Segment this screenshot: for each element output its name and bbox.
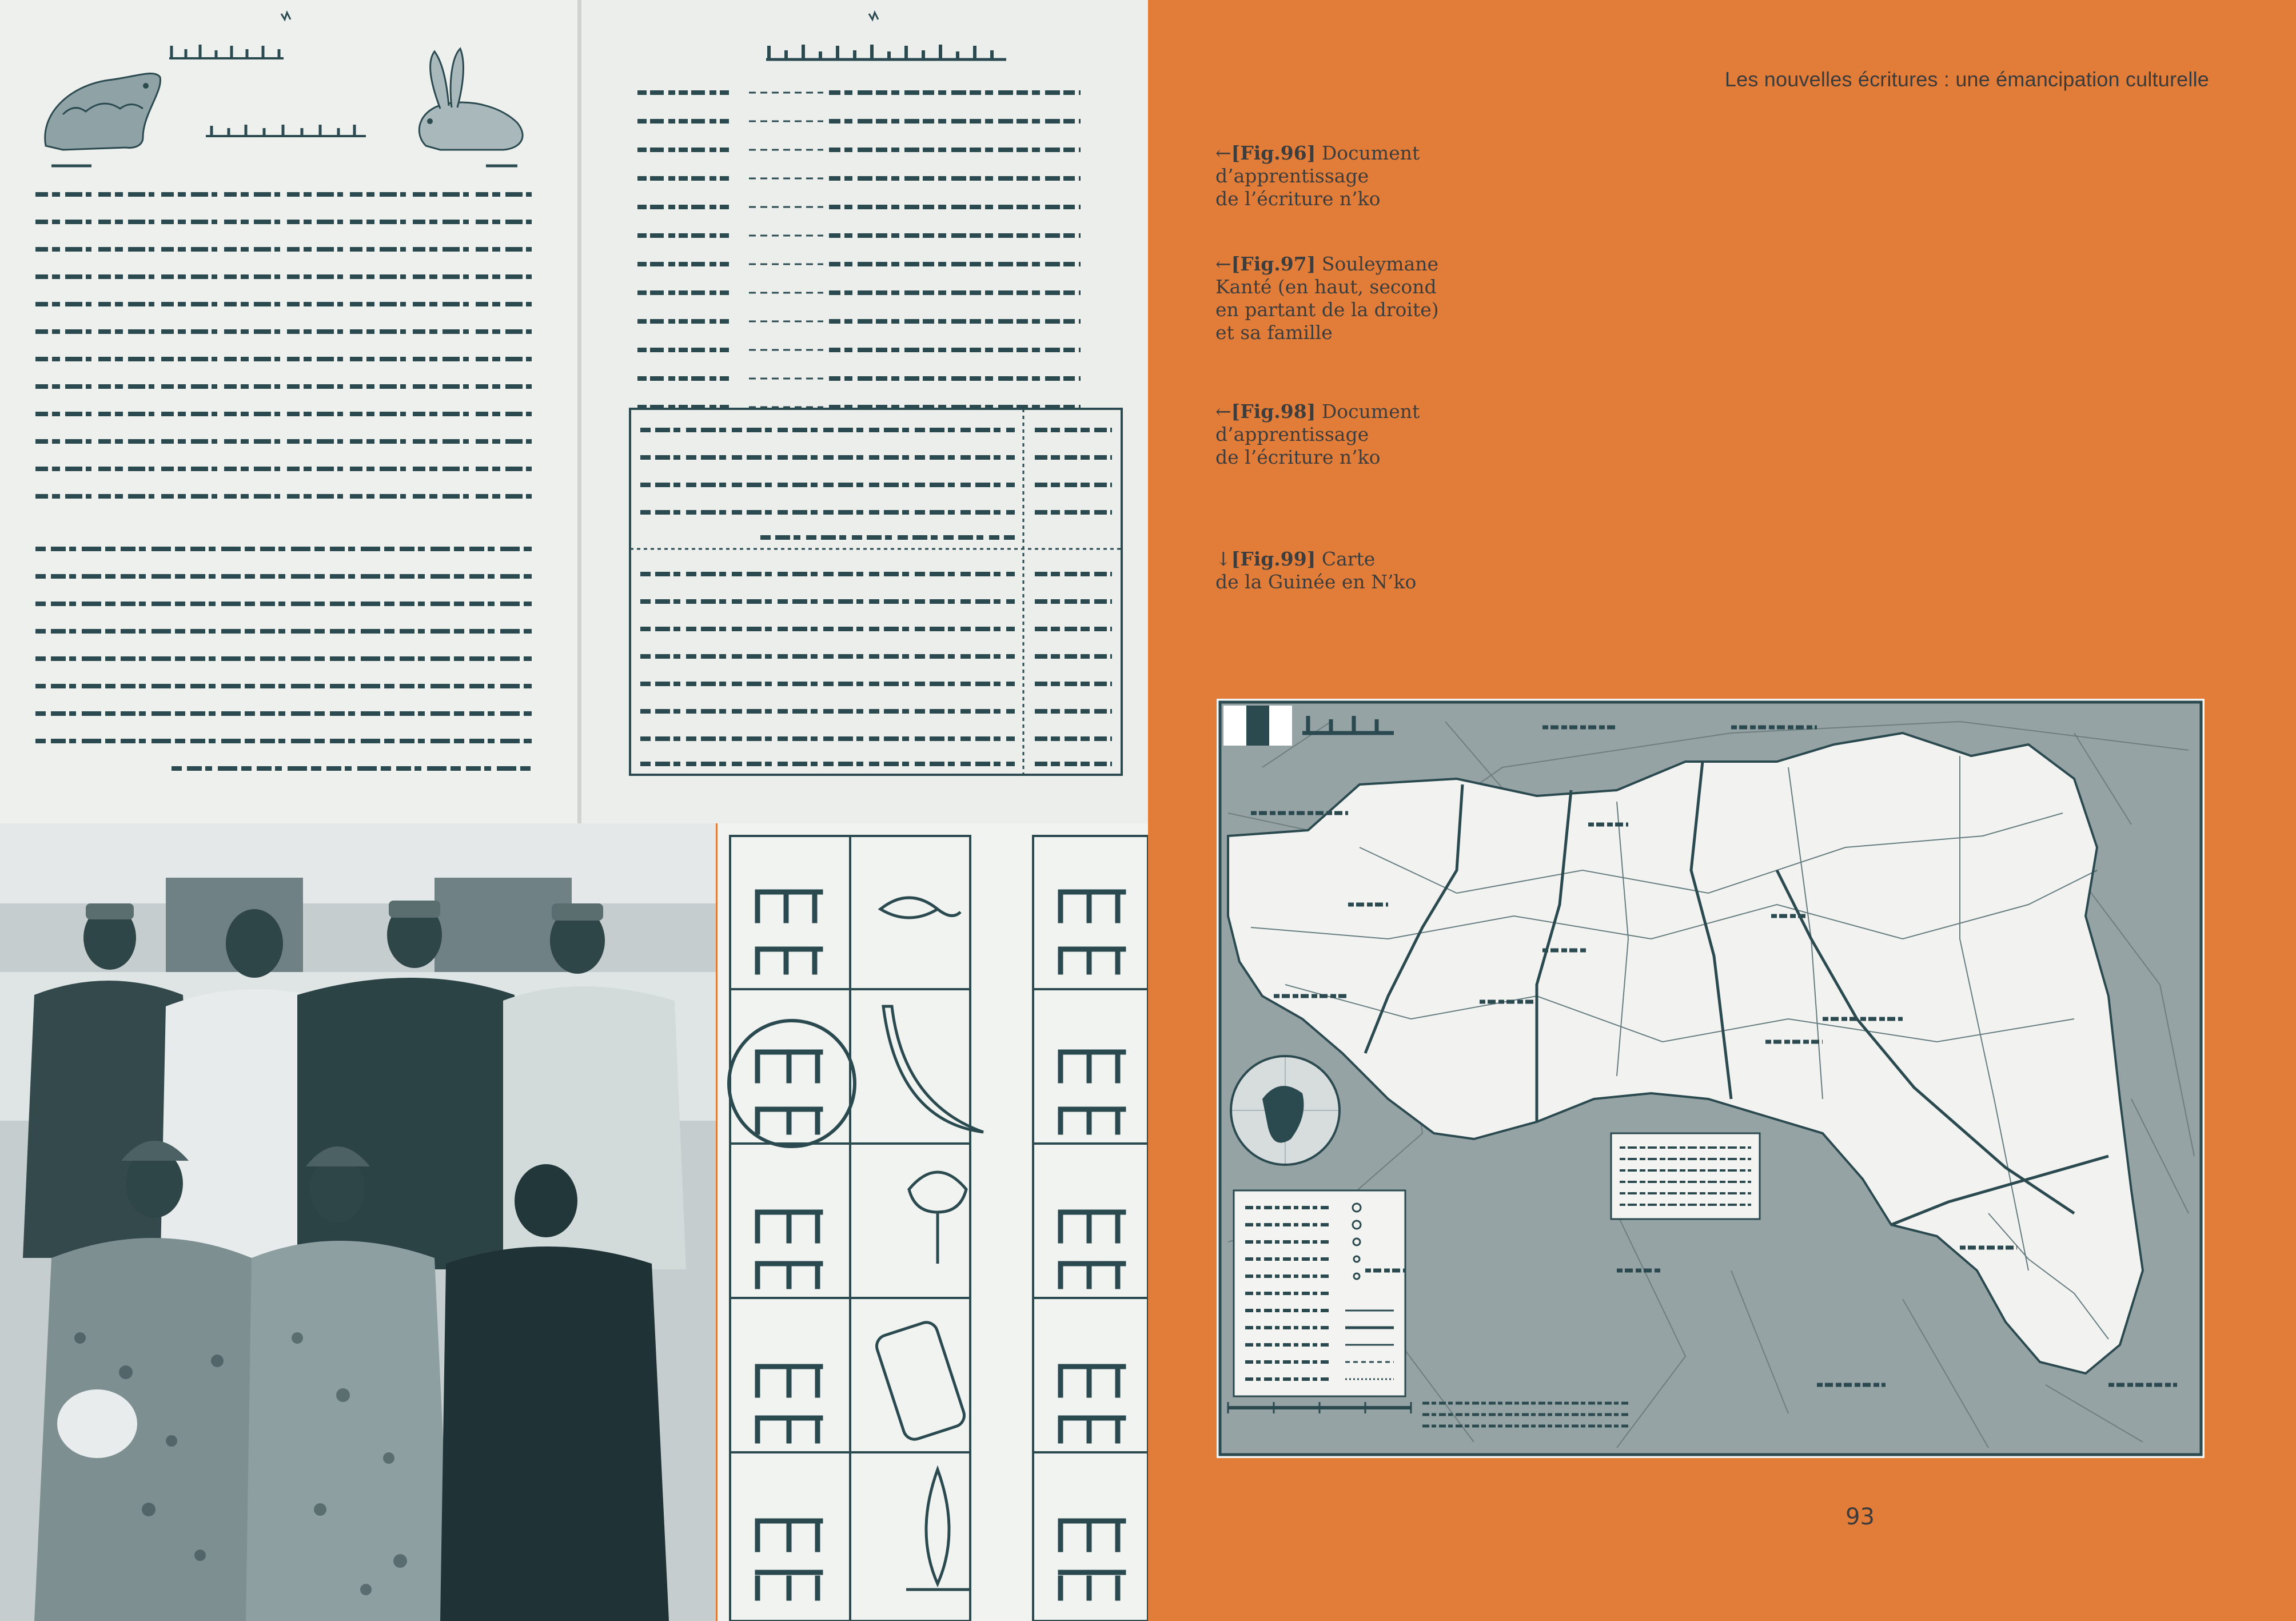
- caption-text-line: Kanté (en haut, second: [1215, 276, 1437, 298]
- caption-text-line: de l’écriture n’ko: [1215, 446, 1381, 468]
- family-photograph: [0, 823, 716, 1621]
- caption-arrow: ↓: [1215, 548, 1231, 570]
- globe-inset: [1231, 1056, 1340, 1165]
- map-notes-box: [1611, 1133, 1760, 1219]
- caption-text-line: en partant de la droite): [1215, 298, 1439, 321]
- nko-primer-page-right: [577, 0, 1148, 823]
- figure-number: [Fig.99]: [1231, 548, 1316, 570]
- running-title: Les nouvelles écritures : une émancipation culturelle: [1724, 67, 2209, 91]
- figure-number: [Fig.98]: [1231, 400, 1316, 423]
- caption-text-line: Document: [1321, 142, 1420, 164]
- map-legend: [1234, 1190, 1405, 1396]
- right-page: [1148, 0, 2296, 1621]
- page-number: 93: [1845, 1504, 1875, 1530]
- caption-fig-97: [1215, 253, 1456, 344]
- caption-fig-98: [1215, 400, 1456, 469]
- caption-arrow: ←: [1215, 253, 1231, 275]
- figure-number: [Fig.97]: [1231, 253, 1316, 275]
- caption-fig-99: [1215, 548, 1456, 594]
- caption-text-line: Carte: [1321, 548, 1376, 570]
- caption-text-line: d’apprentissage: [1215, 165, 1369, 187]
- figure-number: [Fig.96]: [1231, 142, 1316, 164]
- caption-fig-96: [1215, 142, 1456, 210]
- caption-text-line: Document: [1321, 400, 1420, 423]
- caption-text-line: Souleymane: [1321, 253, 1439, 275]
- caption-text-line: de l’écriture n’ko: [1215, 188, 1381, 210]
- caption-arrow: ←: [1215, 400, 1231, 423]
- caption-text-line: et sa famille: [1215, 321, 1333, 344]
- caption-text-line: d’apprentissage: [1215, 423, 1369, 445]
- caption-arrow: ←: [1215, 142, 1231, 164]
- nko-vocabulary-chart: [718, 823, 1148, 1621]
- guinea-map-nko: [1217, 699, 2205, 1458]
- nko-primer-page-left: [0, 0, 577, 823]
- caption-text-line: de la Guinée en N’ko: [1215, 571, 1417, 593]
